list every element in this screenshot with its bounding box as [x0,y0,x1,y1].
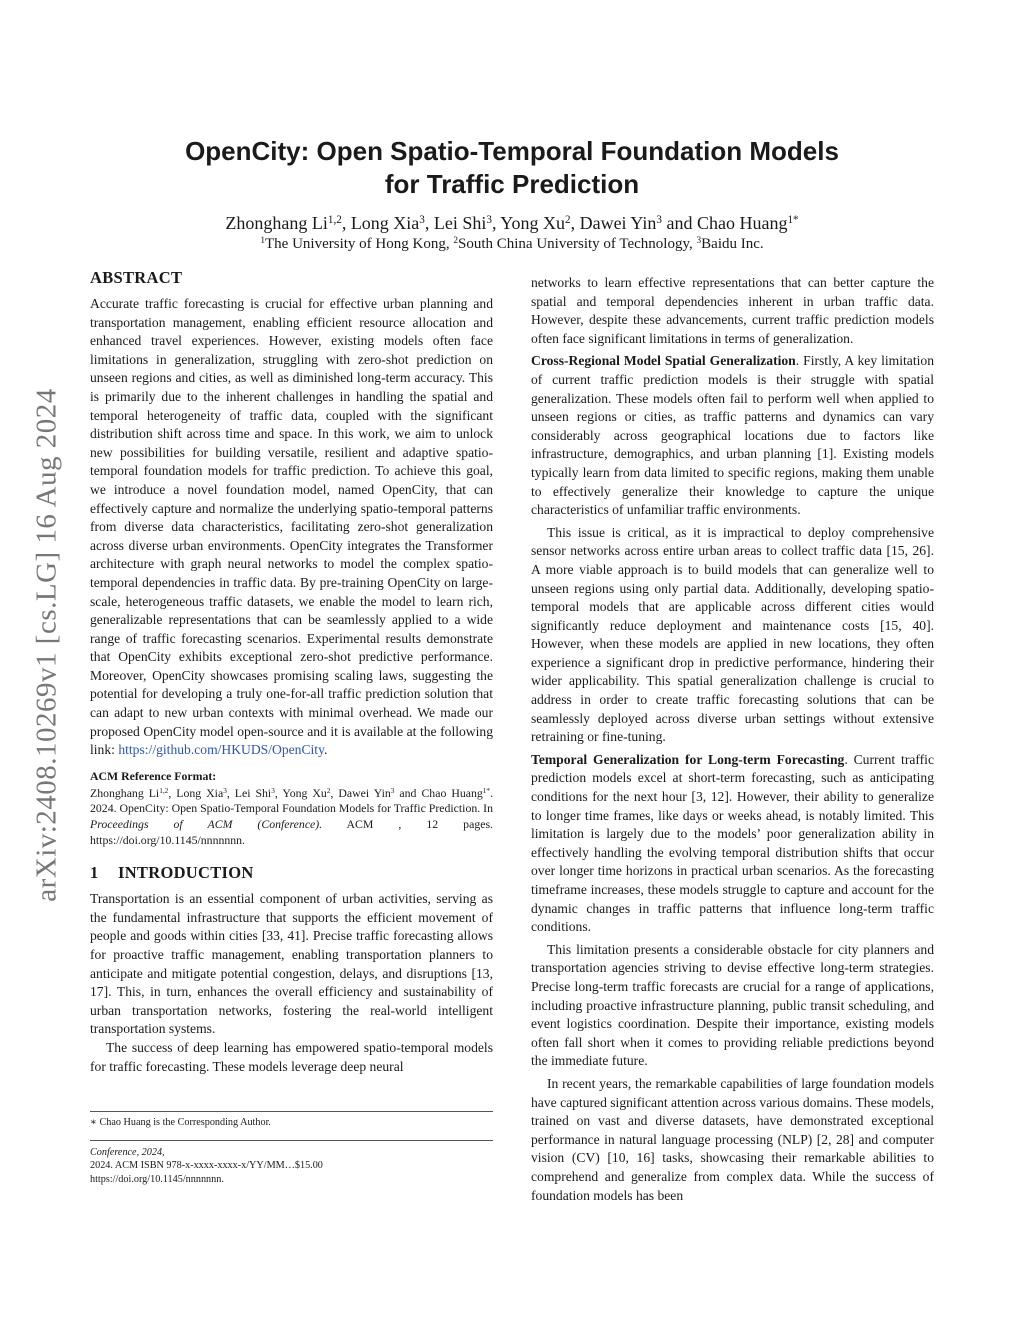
spatial-generalization-paragraph: Cross-Regional Model Spatial Generalization. Firstly, A key limitation of current traffic prediction models is their struggle with spatial generalization. These models often fail to perform well when applied to unseen regions or cities, as traffic patterns and dynamics can vary considerably across geographical locations due to factors like infrastructure, demographics, and urban planning [1]. Existing models typically learn from data limited to specific regions, making them unable to effectively generalize their knowledge to capture the unique characteristics of unfamiliar traffic environments. [531,353,934,518]
temporal-generalization-paragraph: Temporal Generalization for Long-term Forecasting. Current traffic prediction models excel at short-term forecasting, such as anticipating conditions for the next hour [3, 12]. However, their ability to generalize to longer time frames, like days or weeks ahead, is notably limited. This limitation is largely due to the models’ poor generalization ability in effectively handling the evolving temporal distribution shifts that occur over longer time horizons in practical urban scenarios. As the forecasting timeframe increases, these models struggle to capture and account for the dynamic changes in traffic patterns that influence long-term traffic conditions. [531,751,934,935]
paper-title [90,135,934,201]
footnotes [90,1111,493,1186]
title-line-2: for Traffic Prediction [384,169,640,199]
left-column [90,267,493,1076]
author: Zhonghang Li$^{1,2}$, [225,213,351,233]
affiliation: $^1$The University of Hong Kong, [260,236,454,252]
intro-paragraph-1: Transportation is an essential component of urban activities, serving as the fundamental infrastructure that supports the efficient movement of people and goods within cities [33, 41]. Precise traffic forecasting allows for proactive traffic management, enabling transportation planners to anticipate and mitigate potential congestion, delays, and disruptions [13, 17]. This, in turn, enhances the overall efficiency and sustainability of urban transportation networks, fostering the real-world intelligent transportation systems. [90,891,493,1037]
issue-paragraph: This issue is critical, as it is impractical to deploy comprehensive sensor networks across entire urban areas to collect traffic data [15, 26]. A more viable approach is to build models that can generalize well to unseen regions using only partial data. Additionally, developing spatio-temporal models that are applicable across different cities would significantly reduce deployment and maintenance costs [15, 40]. However, when these models are applied in new locations, they often experience a significant drop in predictive performance, hindering their wider applicability. This spatial generalization challenge is crucial to address in order to create traffic forecasting solutions that can be seamlessly deployed across diverse urban settings without extensive retraining or fine-tuning. [531,524,934,745]
introduction-heading: 1 INTRODUCTION [90,863,254,883]
corresponding-author-note: ∗ Chao Huang is the Corresponding Author. [90,1117,271,1128]
author: Yong Xu$^2$, [500,213,580,233]
footnote-rule [90,1111,493,1112]
conference-metadata: Conference, 2024, 2024. ACM ISBN 978-x-xxxx-xxxx-x/YY/MM…$15.00 https://doi.org/10.1145/nnnnnnn. [90,1146,323,1185]
github-link[interactable]: https://github.com/HKUDS/OpenCity [118,742,324,758]
intro-paragraph-2: The success of deep learning has empowered spatio-temporal models for traffic forecasting. These models leverage deep neural [90,1039,493,1074]
acm-reference-heading: ACM Reference Format: [90,768,217,783]
author: Chao Huang$^{1*}$ [696,213,799,233]
acm-reference-text: Zhonghang Li$^{1,2}$, Long Xia$^3$, Lei Shi$^3$, Yong Xu$^2$, Dawei Yin$^3$ and Chao Huang$^{1*}$. 2024. OpenCity: Open Spatio-Temporal Foundation Models for Traffic Prediction. In Proceedings of ACM (Conference). ACM , 12 pages. https://doi.org/10.1145/nnnnnnn. [90,785,494,847]
limitation-paragraph: This limitation presents a considerable obstacle for city planners and transportation agencies striving to devise effective long-term strategies. Precise long-term traffic forecasts are crucial for a range of applications, including proactive infrastructure planning, public transit scheduling, and event logistics coordination. Despite their importance, existing models often fall short when it comes to providing reliable predictions beyond the immediate future. [531,941,934,1069]
paragraph-continued: networks to learn effective representations that can better capture the spatial and temporal dependencies inherent in urban traffic data. However, despite these advancements, current traffic prediction models often face significant limitations in terms of generalization. [531,275,934,346]
author: Long Xia$^3$, [350,213,434,233]
affiliation-list [90,235,934,254]
affiliation: $^3$Baidu Inc. [696,236,764,252]
abstract-heading: ABSTRACT [90,268,183,287]
author-list [90,212,934,234]
author: Dawei Yin$^3$ and [579,213,697,233]
right-column [531,274,934,1205]
copyright-rule [90,1140,493,1141]
author: Lei Shi$^3$, [433,213,501,233]
abstract-text: Accurate traffic forecasting is crucial for effective urban planning and transportation management, enabling efficient resource allocation and enhanced travel experiences. However, existing models often face limitations in generalization, struggling with zero-shot prediction on unseen regions and cities, as well as diminished long-term accuracy. This is primarily due to the inherent challenges in handling the spatial and temporal heterogeneity of traffic data, coupled with the significant distribution shift across time and space. In this work, we aim to unlock new possibilities for building versatile, resilient and adaptive spatio-temporal foundation models for traffic prediction. To achieve this goal, we introduce a novel foundation model, named OpenCity, that can effectively capture and normalize the underlying spatio-temporal patterns from diverse data characteristics, facilitating zero-shot generalization across diverse urban environments. OpenCity integrates the Transformer architecture with graph neural networks to model the complex spatio-temporal dependencies in traffic data. By pre-training OpenCity on large-scale, heterogeneous traffic datasets, we enable the model to learn rich, generalizable representations that can be seamlessly applied to a wide range of traffic forecasting scenarios. Experimental results demonstrate that OpenCity exhibits exceptional zero-shot predictive performance. Moreover, OpenCity showcases promising scaling laws, suggesting the potential for developing a truly one-for-all traffic prediction solution that can adapt to new urban contexts with minimal overhead. We made our proposed OpenCity model open-source and it is available at the following link: https://github.com/HKUDS/OpenCity. [90,296,493,758]
arxiv-identifier: arXiv:2408.10269v1 [cs.LG] 16 Aug 2024 [30,388,63,902]
foundation-models-paragraph: In recent years, the remarkable capabilities of large foundation models have captured significant attention across various domains. These models, trained on vast and diverse datasets, have demonstrated exceptional performance in natural language processing (NLP) [2, 28] and computer vision (CV) [10, 16] tasks, showcasing their remarkable abilities to comprehend and generalize from complex data. While the success of foundation models has been [531,1075,934,1203]
title-line-1: OpenCity: Open Spatio-Temporal Foundation Models [185,136,839,166]
affiliation: $^2$South China University of Technology, [453,236,697,252]
